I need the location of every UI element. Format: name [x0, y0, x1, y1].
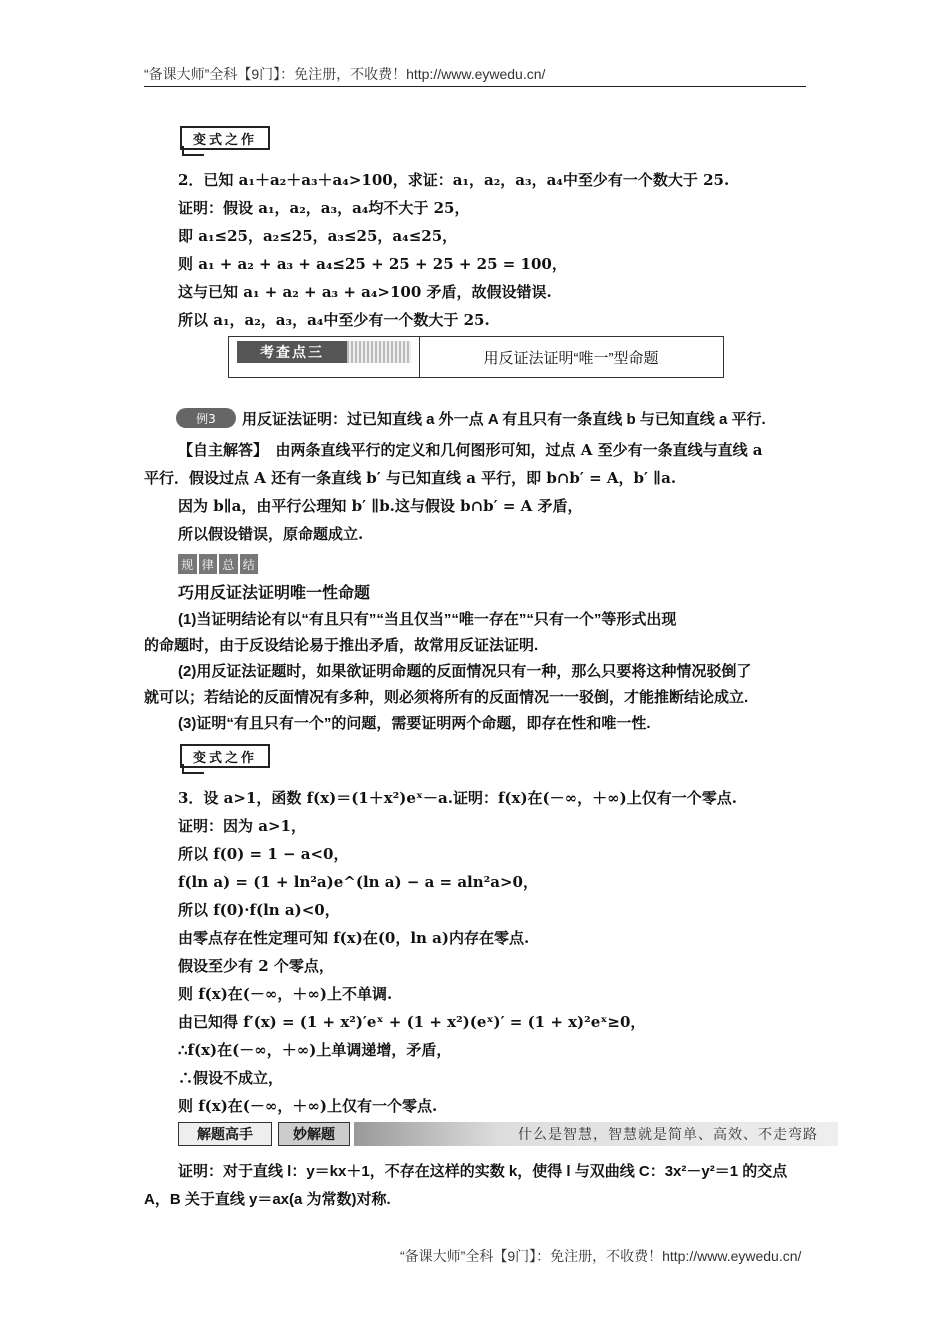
problem-2-line: 这与已知 a₁ + a₂ + a₃ + a₄>100 矛盾，故假设错误.: [178, 283, 552, 301]
miaojieti-label: 妙解题: [278, 1122, 350, 1146]
header-divider: [144, 86, 806, 87]
problem-3-line: 由零点存在性定理可知 f(x)在(0，ln a)内存在零点.: [178, 929, 530, 947]
badge-tail: [182, 764, 204, 774]
badge-tail: [182, 146, 204, 156]
rule-text: 就可以；若结论的反面情况有多种，则必须将所有的反面情况一一驳倒，才能推断结论成立.: [144, 689, 749, 706]
guilv-char: 规: [178, 554, 197, 574]
rule-text: (3)证明“有且只有一个”的问题，需要证明两个命题，即存在性和唯一性.: [178, 715, 651, 732]
example-3-question: 用反证法证明：过已知直线 a 外一点 A 有且只有一条直线 b 与已知直线 a 平行.: [242, 411, 766, 428]
problem-3-line: 所以 f(0) = 1 − a<0，: [178, 845, 349, 863]
problem-2-line: 即 a₁≤25，a₂≤25，a₃≤25，a₄≤25，: [178, 227, 458, 245]
problem-3-question: 3．设 a>1，函数 f(x)＝(1＋x²)eˣ－a.证明：f(x)在(－∞，＋∞)上仅有一个零点.: [178, 789, 737, 807]
problem-3-line: 所以 f(0)·f(ln a)<0，: [178, 901, 340, 919]
problem-2-question: 2．已知 a₁＋a₂＋a₃＋a₄>100，求证：a₁，a₂，a₃，a₄中至少有一个数大于 25.: [178, 171, 730, 189]
problem-2-line: 则 a₁ + a₂ + a₃ + a₄≤25 + 25 + 25 + 25 = 100，: [178, 255, 567, 273]
page-footer: “备课大师”全科【9门】：免注册，不收费！http://www.eywedu.cn/: [400, 1248, 802, 1264]
example-3-solution: 所以假设错误，原命题成立.: [178, 525, 364, 543]
guilv-badge: [178, 554, 258, 574]
guilv-char: 总: [219, 554, 238, 574]
guilv-char: 律: [199, 554, 218, 574]
kaochadian-left: [229, 337, 420, 377]
kaochadian-title: 用反证法证明“唯一”型命题: [483, 349, 659, 367]
problem-3-line: 则 f(x)在(－∞，＋∞)上仅有一个零点.: [178, 1097, 438, 1115]
problem-3-line: 由已知得 f′(x) = (1 + x²)′eˣ + (1 + x²)(eˣ)′ = (1 + x)²eˣ≥0，: [178, 1013, 646, 1031]
final-proof-statement: A，B 关于直线 y＝ax(a 为常数)对称.: [144, 1191, 391, 1208]
problem-3-line: ∴假设不成立，: [178, 1069, 284, 1087]
rule-text: 的命题时，由于反设结论易于推出矛盾，故常用反证法证明.: [144, 637, 539, 654]
example-3-solution: 因为 b∥a，由平行公理知 b′ ∥b.这与假设 b∩b′ = A 矛盾，: [178, 497, 583, 515]
jieti-banner: [178, 1122, 838, 1146]
example-3-solution: 【自主解答】 由两条直线平行的定义和几何图形可知，过点 A 至少有一条直线与直线 a: [178, 441, 763, 459]
rule-text: (1)当证明结论有以“有且只有”“当且仅当”“唯一存在”“只有一个”等形式出现: [178, 611, 677, 628]
example-badge: 例3: [176, 408, 236, 428]
rule-title: 巧用反证法证明唯一性命题: [178, 585, 371, 602]
problem-3-line: f(ln a) = (1 + ln²a)e^(ln a) − a = aln²a>0，: [178, 873, 538, 891]
kaochadian-header: [228, 336, 724, 378]
kaochadian-tag: 考查点三: [237, 341, 347, 363]
problem-3-line: 假设至少有 2 个零点，: [178, 957, 334, 975]
kaochadian-stripe: [347, 341, 411, 363]
bianshi-label: 变式之作: [180, 126, 270, 150]
rule-text: (2)用反证法证题时，如果欲证明命题的反面情况只有一种，那么只要将这种情况驳倒了: [178, 663, 752, 680]
problem-2-line: 证明：假设 a₁，a₂，a₃，a₄均不大于 25，: [178, 199, 470, 217]
bianshi-label: 变式之作: [180, 744, 270, 768]
problem-2-line: 所以 a₁，a₂，a₃，a₄中至少有一个数大于 25.: [178, 311, 490, 329]
jieti-bar: [354, 1122, 838, 1146]
bianshi-badge: [180, 126, 266, 152]
guilv-char: 结: [240, 554, 259, 574]
problem-3-line: ∴f(x)在(－∞，＋∞)上单调递增，矛盾，: [178, 1041, 452, 1059]
bianshi-badge: [180, 744, 266, 770]
example-3-solution: 平行．假设过点 A 还有一条直线 b′ 与已知直线 a 平行，即 b∩b′ = A，b′ ∥a.: [144, 469, 677, 487]
final-proof-statement: 证明：对于直线 l：y＝kx＋1，不存在这样的实数 k，使得 l 与双曲线 C：3x²－y²＝1 的交点: [178, 1163, 788, 1180]
page-header: “备课大师”全科【9门】：免注册，不收费！http://www.eywedu.cn/: [144, 66, 546, 82]
jieti-motto: 什么是智慧，智慧就是简单、高效、不走弯路: [518, 1127, 818, 1143]
jieti-label: 解题高手: [178, 1122, 272, 1146]
problem-3-line: 证明：因为 a>1，: [178, 817, 306, 835]
problem-3-line: 则 f(x)在(－∞，＋∞)上不单调.: [178, 985, 393, 1003]
